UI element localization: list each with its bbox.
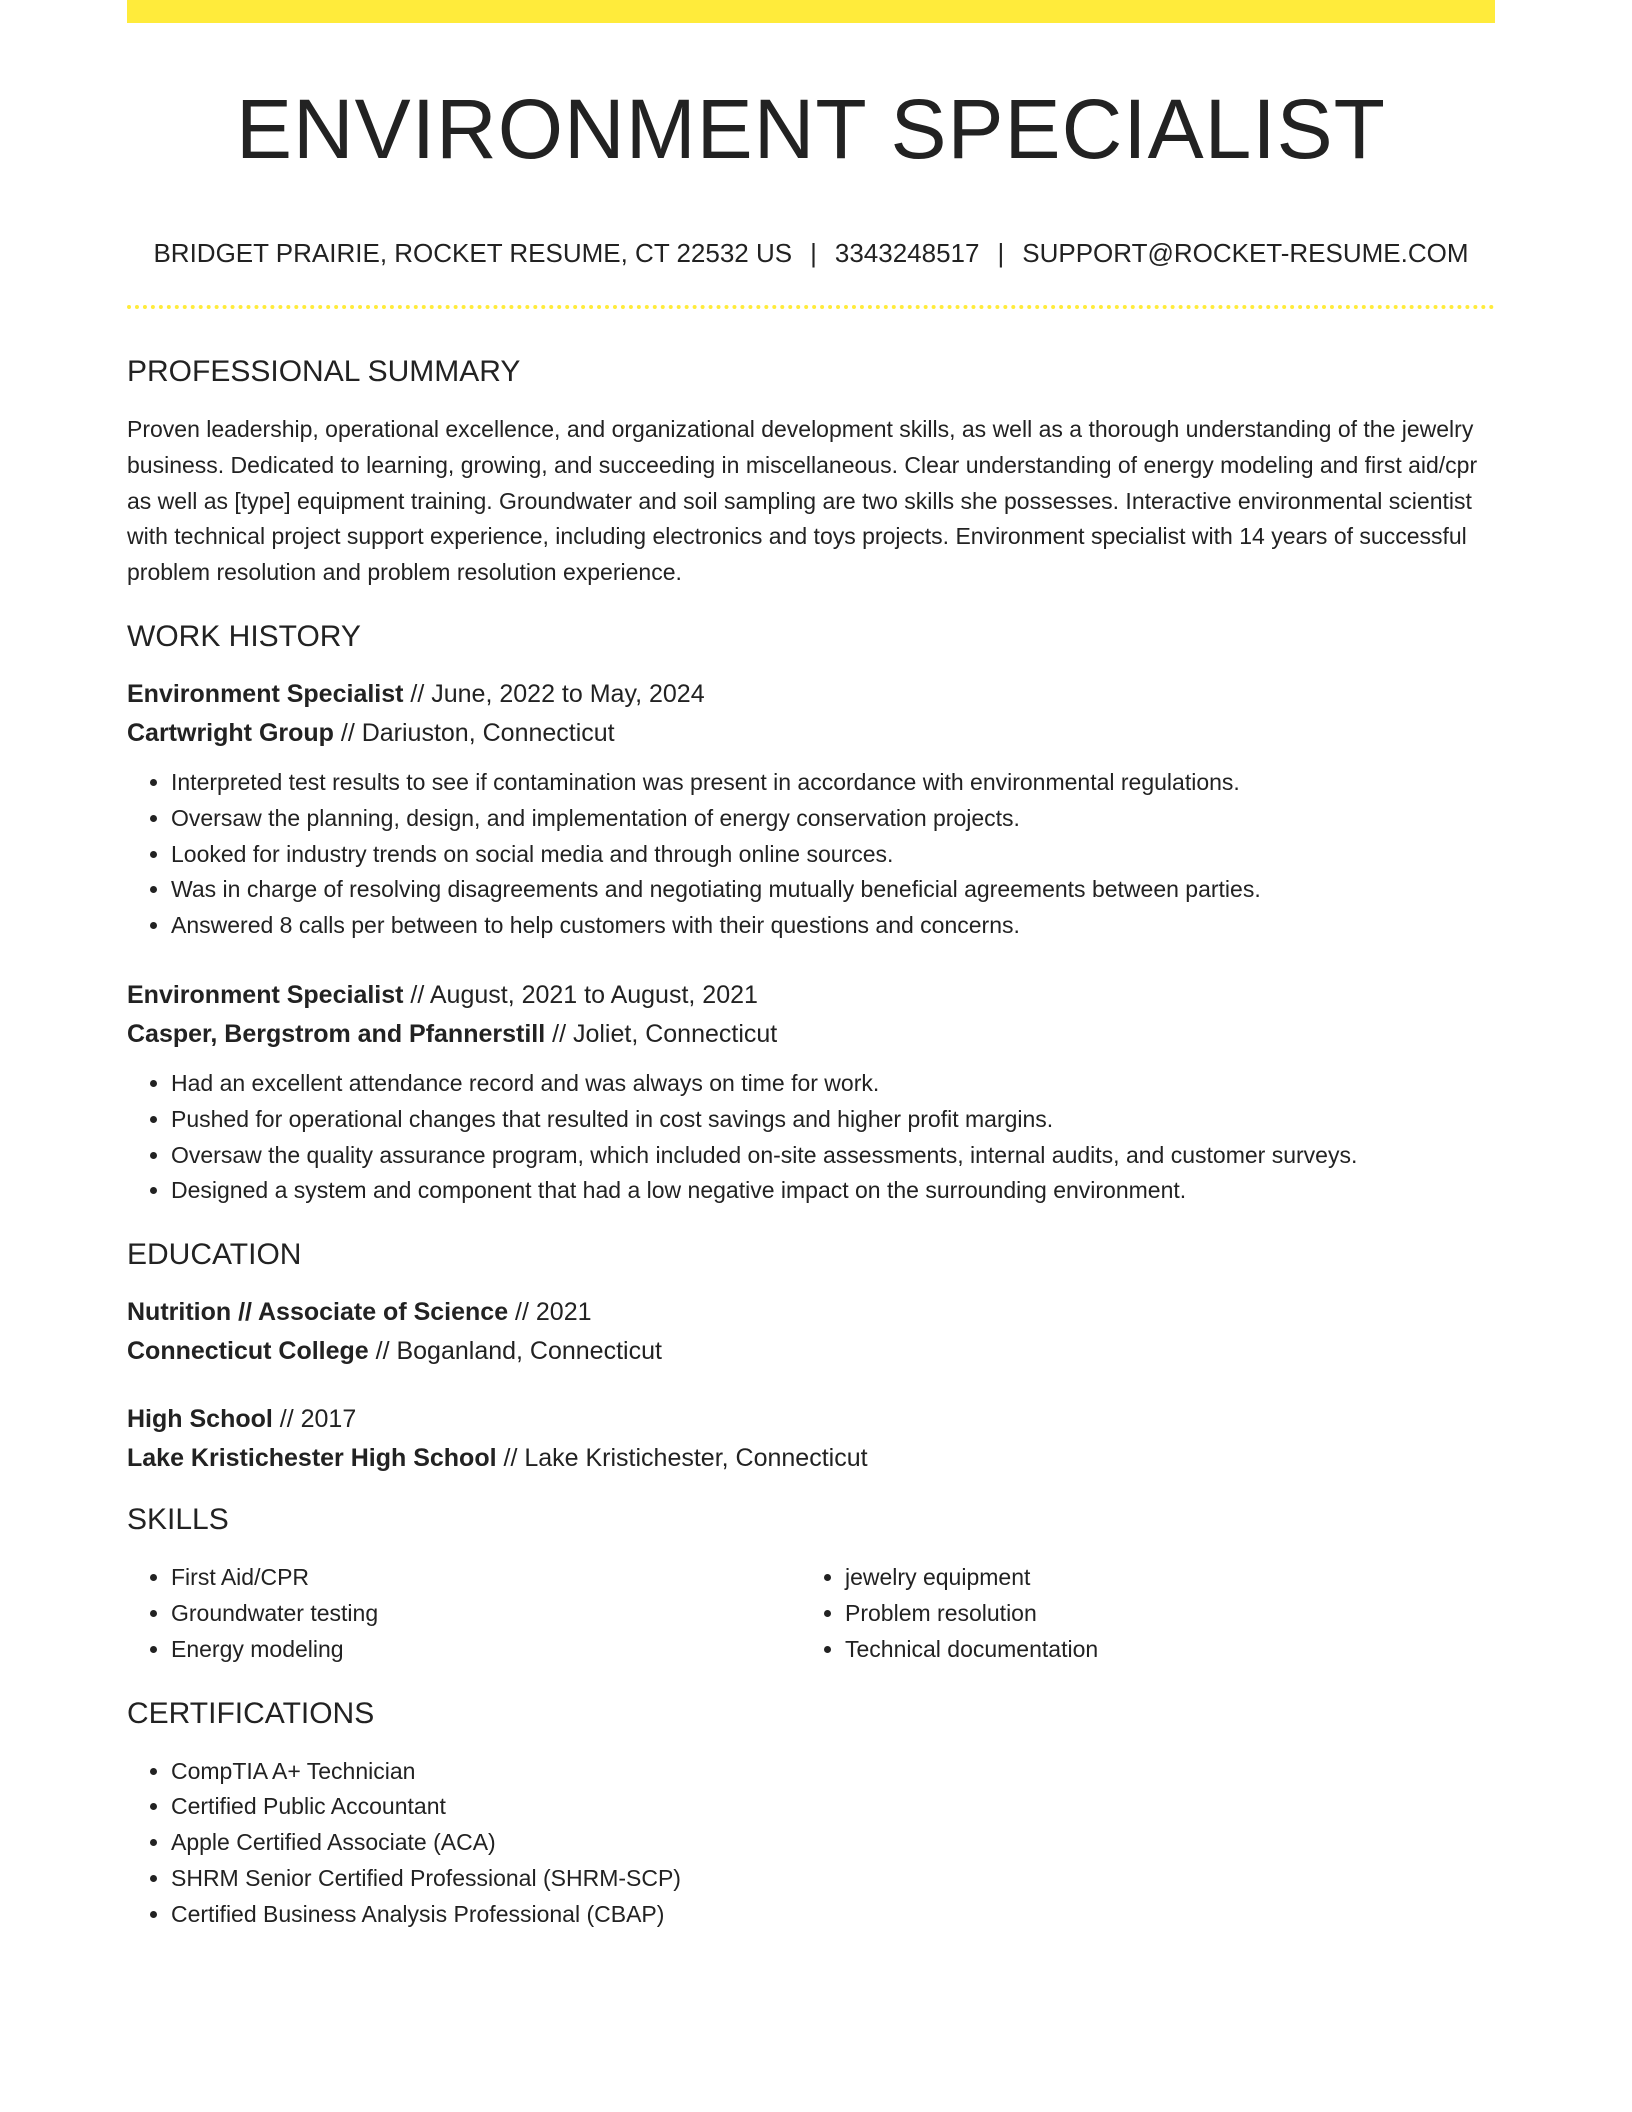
skill-item: • First Aid/CPR (171, 1560, 801, 1596)
dotted-divider (127, 305, 1495, 309)
section-heading-certifications: CERTIFICATIONS (127, 1696, 375, 1730)
section-heading-skills: SKILLS (127, 1503, 229, 1537)
education-school: Lake Kristichester High School (127, 1444, 497, 1473)
accent-bar (127, 0, 1495, 23)
job-bullet: • Designed a system and component that had a low negative impact on the surrounding environment. (171, 1173, 1495, 1209)
education-degree: High School (127, 1405, 273, 1434)
skills-section (127, 1488, 1495, 1667)
certification-item: • Certified Business Analysis Professional (CBAP) (171, 1897, 1495, 1933)
job-entry (127, 976, 1495, 1209)
job-entry (127, 675, 1495, 944)
resume-title: ENVIRONMENT SPECIALIST (235, 82, 1386, 176)
skill-item: • Technical documentation (845, 1632, 1475, 1668)
education-location: // Boganland, Connecticut (368, 1337, 662, 1366)
education-school-line (127, 1439, 1495, 1478)
education-school-line (127, 1332, 1495, 1371)
certification-list (127, 1754, 1495, 1933)
education-year: // 2021 (508, 1298, 592, 1327)
certification-item: • Certified Public Accountant (171, 1789, 1495, 1825)
section-heading-education: EDUCATION (127, 1238, 302, 1272)
job-bullet: • Had an excellent attendance record and was always on time for work. (171, 1066, 1495, 1102)
skills-column-left (127, 1560, 801, 1667)
job-company: Casper, Bergstrom and Pfannerstill (127, 1019, 546, 1048)
job-bullet: • Pushed for operational changes that resulted in cost savings and higher profit margins. (171, 1102, 1495, 1138)
certification-item: • Apple Certified Associate (ACA) (171, 1825, 1495, 1861)
education-degree-line (127, 1400, 1495, 1439)
section-heading-summary: PROFESSIONAL SUMMARY (127, 355, 521, 388)
skill-item: • jewelry equipment (845, 1560, 1475, 1596)
contact-address: BRIDGET PRAIRIE, ROCKET RESUME, CT 22532 US (153, 238, 793, 268)
contact-line (127, 235, 1495, 271)
job-company: Cartwright Group (127, 718, 334, 747)
job-dates: // August, 2021 to August, 2021 (403, 980, 758, 1009)
education-degree: Nutrition // Associate of Science (127, 1298, 509, 1327)
summary-text: Proven leadership, operational excellence, and organizational development skills, as well as a thorough understanding of the jewelry business. Dedicated to learning, growing, and succeeding in miscellaneous. Clear understanding of energy modeling and first aid/cpr as well as [type] equipment training. Groundwater and soil sampling are two skills she possesses. Interactive environmental scientist with technical project support experience, including electronics and toys projects. Environment specialist with 14 years of successful problem resolution and problem resolution experience. (127, 416, 1478, 586)
skill-item: • Energy modeling (171, 1632, 801, 1668)
job-company-line (127, 714, 1495, 753)
job-title-line (127, 976, 1495, 1015)
skills-columns (127, 1560, 1495, 1667)
job-dates: // June, 2022 to May, 2024 (403, 679, 705, 708)
contact-separator: | (810, 238, 817, 268)
job-bullet: • Interpreted test results to see if contamination was present in accordance with environmental regulations. (171, 765, 1495, 801)
skill-item: • Problem resolution (845, 1596, 1475, 1632)
job-title: Environment Specialist (127, 679, 404, 708)
education-entry (127, 1400, 1495, 1478)
resume-content (127, 340, 1495, 1933)
education-entry (127, 1293, 1495, 1371)
job-bullet: • Looked for industry trends on social media and through online sources. (171, 837, 1495, 873)
education-location: // Lake Kristichester, Connecticut (496, 1444, 868, 1473)
job-bullets (127, 1066, 1495, 1209)
skills-column-right (801, 1560, 1475, 1667)
contact-separator: | (997, 238, 1005, 268)
job-title-line (127, 675, 1495, 714)
certification-item: • SHRM Senior Certified Professional (SHRM-SCP) (171, 1861, 1495, 1897)
section-heading-work: WORK HISTORY (127, 619, 361, 653)
education-degree-line (127, 1293, 1495, 1332)
education-year: // 2017 (272, 1405, 357, 1434)
education-school: Connecticut College (127, 1337, 369, 1366)
contact-phone: 3343248517 (834, 238, 980, 268)
job-bullets (127, 765, 1495, 944)
work-history-section (127, 605, 1495, 1209)
job-location: // Joliet, Connecticut (545, 1019, 778, 1048)
job-title: Environment Specialist (127, 980, 404, 1009)
job-company-line (127, 1015, 1495, 1054)
job-location: // Dariuston, Connecticut (333, 718, 615, 747)
job-bullet: • Oversaw the planning, design, and implementation of energy conservation projects. (171, 801, 1495, 837)
contact-email: SUPPORT@ROCKET-RESUME.COM (1022, 238, 1469, 268)
certifications-section (127, 1682, 1495, 1933)
skill-item: • Groundwater testing (171, 1596, 801, 1632)
job-bullet: • Was in charge of resolving disagreements and negotiating mutually beneficial agreements between parties. (171, 872, 1495, 908)
job-bullet: • Oversaw the quality assurance program, which included on-site assessments, internal audits, and customer surveys. (171, 1138, 1495, 1174)
summary-section (127, 340, 1495, 591)
job-bullet: • Answered 8 calls per between to help customers with their questions and concerns. (171, 908, 1495, 944)
certification-item: • CompTIA A+ Technician (171, 1754, 1495, 1790)
education-section (127, 1223, 1495, 1478)
